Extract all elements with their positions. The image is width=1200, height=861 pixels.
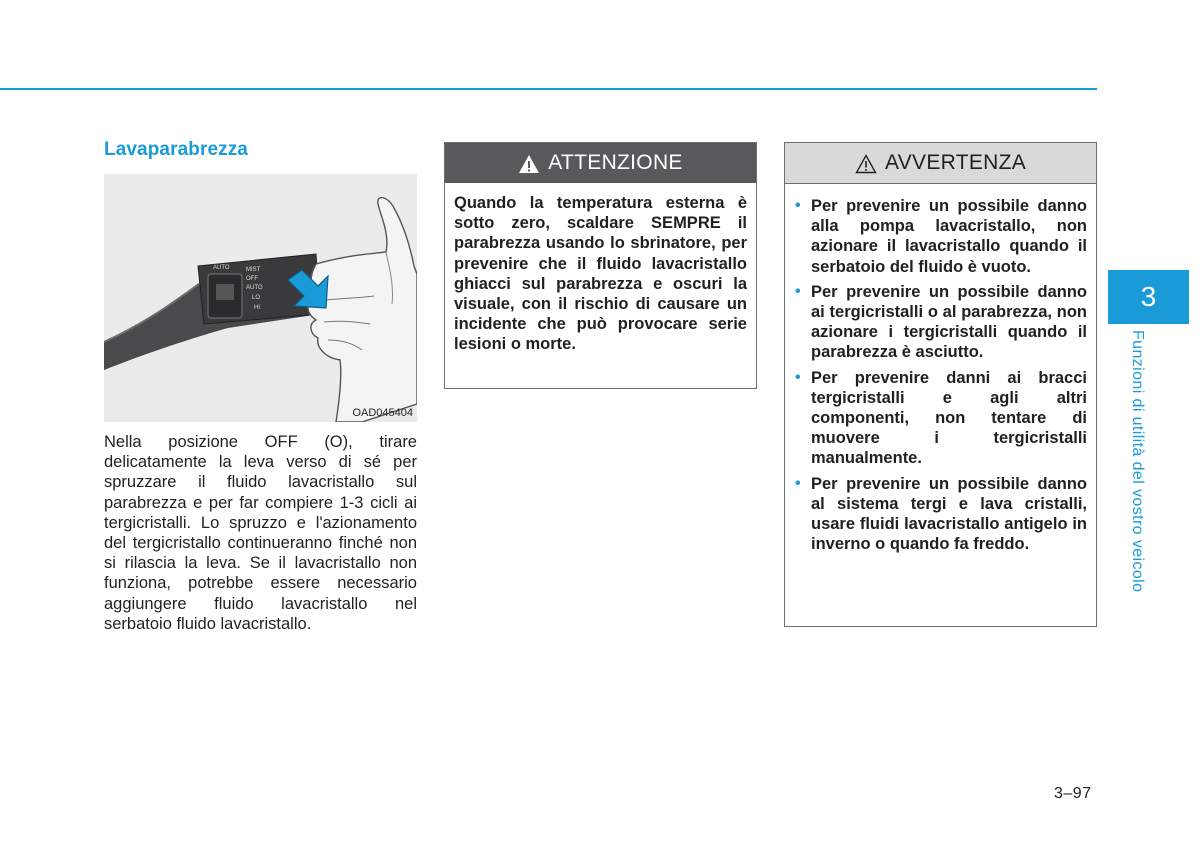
section-title: Lavaparabrezza <box>104 139 248 160</box>
top-rule <box>0 88 1097 90</box>
body-paragraph: Nella posizione OFF (O), tirare delicatamente la leva verso di sé per spruzzare il fluido lavacristallo sul parabrezza e per far compiere 1-3 cicli ai tergicristalli. Lo spruzzo e l'azionamento del tergicristallo continueranno finché non si rilascia la leva. Se il lavacristallo non funziona, potrebbe essere necessario aggiungere fluido lavacristallo nel serbatoio fluido lavacristallo. <box>104 433 417 633</box>
bullet-icon: • <box>795 474 801 492</box>
lever-label-auto: AUTO <box>246 285 263 291</box>
chapter-title: Funzioni di utilità del vostro veicolo <box>1129 330 1146 593</box>
lever-label-hi: HI <box>254 305 260 311</box>
attention-box <box>444 142 757 389</box>
attention-header <box>445 143 756 183</box>
list-item <box>794 474 1087 555</box>
attention-title: ATTENZIONE <box>548 151 683 174</box>
lever-label-auto-top: AUTO <box>213 265 230 271</box>
lever-label-lo: LO <box>252 295 261 301</box>
wiper-lever-illustration <box>104 174 417 422</box>
list-item <box>794 196 1087 277</box>
lever-label-mist: MIST <box>246 267 261 273</box>
warning-triangle-icon <box>518 154 540 174</box>
bullet-icon: • <box>795 368 801 386</box>
bullet-icon: • <box>795 197 801 214</box>
chapter-number: 3 <box>1140 281 1157 312</box>
warning-item-text: Per prevenire un possibile danno ai tergicristalli o al parabrezza, non azionare i tergicristalli quando il parabrezza è asciutto. <box>811 282 1087 362</box>
list-item <box>794 368 1087 469</box>
attention-text: Quando la temperatura esterna è sotto zero, scaldare SEMPRE il parabrezza usando lo sbrinatore, per prevenire che il fluido lavacristallo ghiacci sul parabrezza e oscuri la visuale, con il rischio di causare un incidente che può provocare serie lesioni o morte. <box>454 194 747 354</box>
warning-title: AVVERTENZA <box>884 151 1027 174</box>
warning-list <box>785 184 1096 554</box>
warning-header <box>785 143 1096 184</box>
warning-triangle-outline-icon <box>855 154 877 174</box>
figure-code: OAD045404 <box>352 407 413 419</box>
warning-box <box>784 142 1097 627</box>
page-number: 3–97 <box>1054 785 1092 802</box>
lever-drawing <box>104 174 417 422</box>
warning-item-text: Per prevenire danni ai bracci tergicristalli e agli altri componenti, non tentare di muovere i tergicristalli manualmente. <box>811 368 1087 468</box>
bullet-icon: • <box>795 282 801 300</box>
warning-item-text: Per prevenire un possibile danno alla pompa lavacristallo, non azionare il lavacristallo quando il serbatoio del fluido è vuoto. <box>811 197 1087 276</box>
lever-label-off: OFF <box>246 276 258 282</box>
warning-item-text: Per prevenire un possibile danno al sistema tergi e lava cristalli, usare fluidi lavacristallo antigelo in inverno o quando fa freddo. <box>811 474 1087 554</box>
chapter-tab <box>1108 270 1189 324</box>
list-item <box>794 282 1087 363</box>
